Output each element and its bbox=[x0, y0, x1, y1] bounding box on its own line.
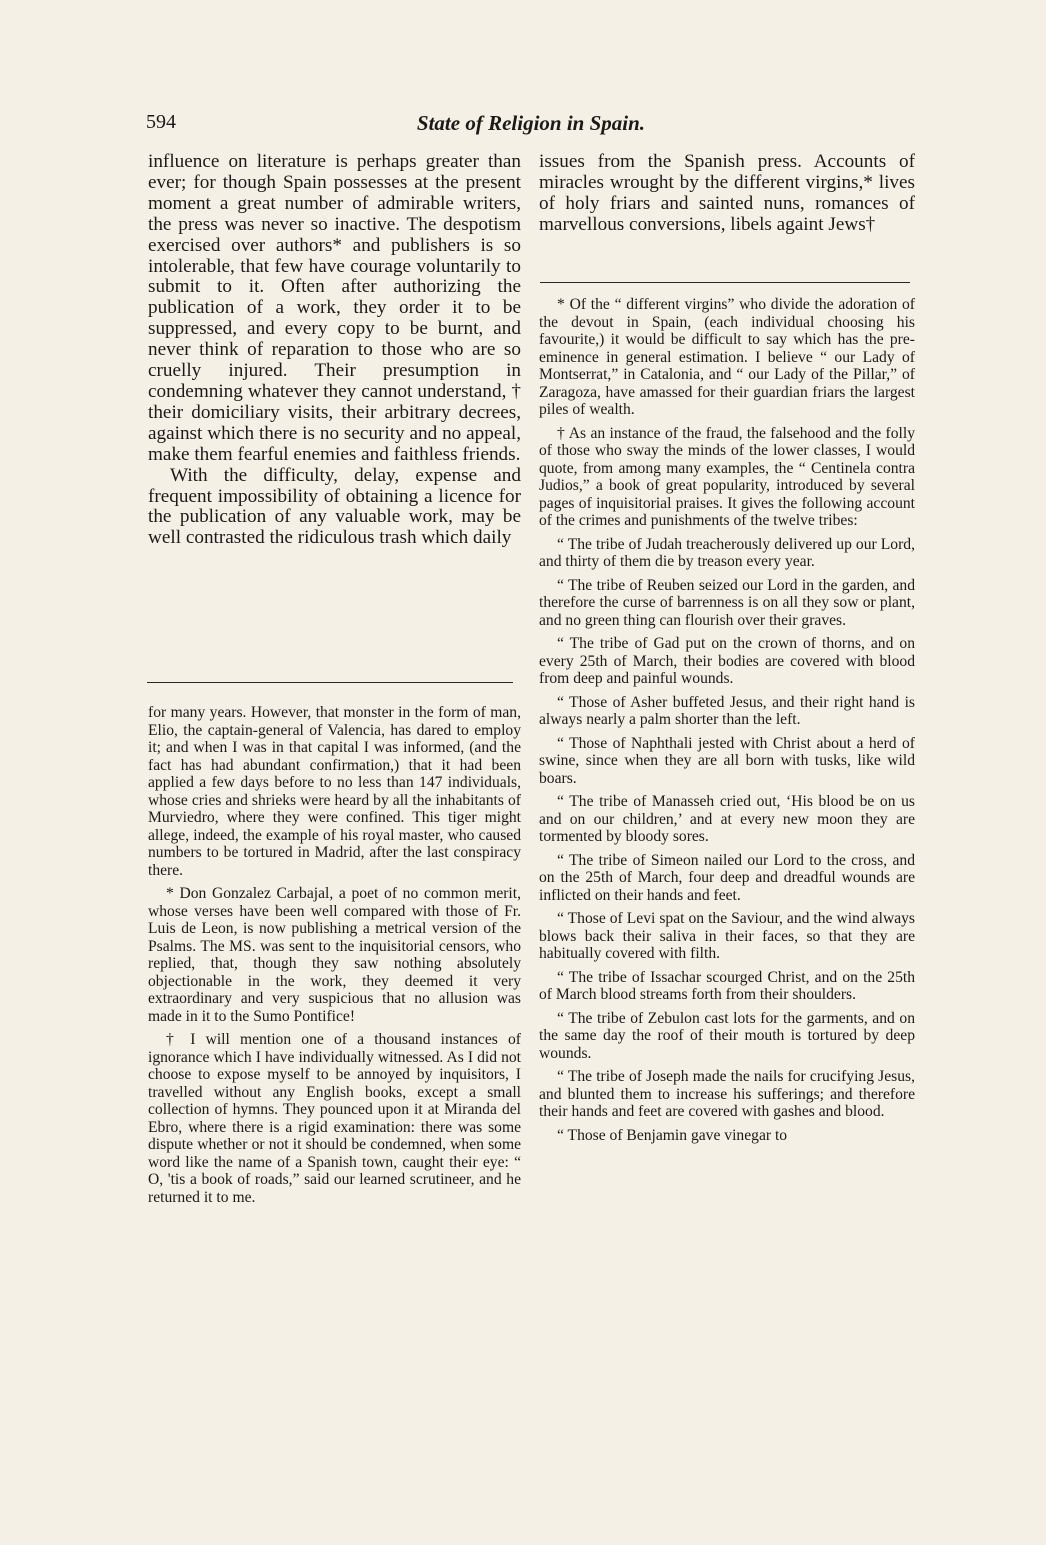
footnote: * Of the “ different virgins” who divide the adoration of the devout in Spain, (each individual choosing his favourite,) it would be difficult to say which has the pre-eminence in general estimation. I believe “ our Lady of Montserrat,” in Catalonia, and “ our Lady of the Pillar,” of Zaragoza, have amassed for their guardian friars the largest piles of wealth. bbox=[539, 296, 915, 418]
footnote: † As an instance of the fraud, the falsehood and the folly of those who sway the minds of the lower classes, I would quote, from among many examples, the “ Centinela contra Judios,” a book of great popularity, introduced by several pages of inquisitorial praises. It gives the following account of the crimes and punishments of the twelve tribes: bbox=[539, 424, 915, 529]
page-header bbox=[146, 111, 916, 141]
footnote: “ The tribe of Issachar scourged Christ, and on the 25th of March blood streams forth from their shoulders. bbox=[539, 968, 915, 1003]
footnote: “ The tribe of Judah treacherously delivered up our Lord, and thirty of them die by treason every year. bbox=[539, 535, 915, 570]
running-title: State of Religion in Spain. bbox=[416, 111, 646, 135]
footnote: “ Those of Asher buffeted Jesus, and their right hand is always nearly a palm shorter than the left. bbox=[539, 693, 915, 728]
page-number: 594 bbox=[146, 111, 176, 133]
footnote-divider bbox=[147, 682, 513, 683]
right-column-footnotes bbox=[539, 296, 915, 1150]
footnote: “ Those of Naphthali jested with Christ about a herd of swine, since when they are all born with tusks, like wild boars. bbox=[539, 734, 915, 787]
footnote: “ The tribe of Reuben seized our Lord in the garden, and therefore the curse of barrenness is on all they sow or plant, and no green thing can flourish over their graves. bbox=[539, 576, 915, 629]
footnote: for many years. However, that monster in the form of man, Elio, the captain-general of Valencia, has dared to employ it; and when I was in that capital I was informed, (and the fact has had abundant confirmation,) that it had been applied a few days before to no less than 147 individuals, whose cries and shrieks were heard by all the inhabitants of Murviedro, where they were confined. This tiger might allege, indeed, the example of his royal master, who caused numbers to be tortured in Madrid, after the last conspiracy there. bbox=[148, 704, 521, 879]
footnote: “ The tribe of Zebulon cast lots for the garments, and on the same day the roof of their mouth is tortured by deep wounds. bbox=[539, 1009, 915, 1062]
left-column-main-text bbox=[148, 152, 521, 549]
paragraph: With the difficulty, delay, expense and frequent impossibility of obtaining a licence for the publication of any valuable work, may be well contrasted the ridiculous trash which daily bbox=[148, 464, 521, 549]
footnote: * Don Gonzalez Carbajal, a poet of no common merit, whose verses have been well compared with those of Fr. Luis de Leon, is now publishing a metrical version of the Psalms. The MS. was sent to the inquisitorial censors, who replied, that, though they saw nothing absolutely objectionable in the work, they deemed it very extraordinary and very suspicious that no allusion was made in it to the Sumo Pontifice! bbox=[148, 885, 521, 1025]
footnote: “ The tribe of Manasseh cried out, ‘His blood be on us and on our children,’ and at every new moon they are tormented by bloody sores. bbox=[539, 793, 915, 845]
paragraph: issues from the Spanish press. Accounts of miracles wrought by the different virgins,* lives of holy friars and sainted nuns, romances of marvellous conversions, libels againt Jews† bbox=[539, 151, 915, 235]
footnote: “ The tribe of Joseph made the nails for crucifying Jesus, and blunted them to increase his sufferings; and therefore their hands and feet are covered with gashes and blood. bbox=[539, 1068, 915, 1120]
right-column-main-text bbox=[539, 152, 915, 236]
paragraph: influence on literature is perhaps greater than ever; for though Spain possesses at the present moment a great number of admirable writers, the press was never so inactive. The despotism exercised over authors* and publishers is so intolerable, that few have courage voluntarily to submit to it. Often after authorizing the publication of a work, they order it to be suppressed, and every copy to be burnt, and never think of reparation to those who are so cruelly injured. Their presumption in condemning whatever they cannot understand, † their domiciliary visits, their arbitrary decrees, against which there is no security and no appeal, make them fearful enemies and faithless friends. bbox=[148, 151, 521, 465]
left-column-footnotes bbox=[148, 704, 521, 1212]
footnote: “ Those of Levi spat on the Saviour, and the wind always blows back their saliva in their faces, so that they are habitually covered with filth. bbox=[539, 910, 915, 962]
footnote: † I will mention one of a thousand instances of ignorance which I have individually witnessed. As I did not choose to expose myself to be annoyed by inquisitors, I travelled without any English books, except a small collection of hymns. They pounced upon it at Miranda del Ebro, where there is a rigid examination: there was some dispute whether or not it should be condemned, when some word like the name of a Spanish town, caught their eye: “ O, 'tis a book of roads,” said our learned scrutineer, and he returned it to me. bbox=[148, 1031, 521, 1206]
footnote: “ The tribe of Simeon nailed our Lord to the cross, and on the 25th of March, four deep and dreadful wounds are inflicted on their hands and feet. bbox=[539, 851, 915, 904]
footnote-divider bbox=[540, 282, 910, 283]
footnote: “ Those of Benjamin gave vinegar to bbox=[557, 1126, 788, 1144]
footnote: “ The tribe of Gad put on the crown of thorns, and on every 25th of March, their bodies are covered with blood from deep and painful wounds. bbox=[539, 635, 915, 687]
